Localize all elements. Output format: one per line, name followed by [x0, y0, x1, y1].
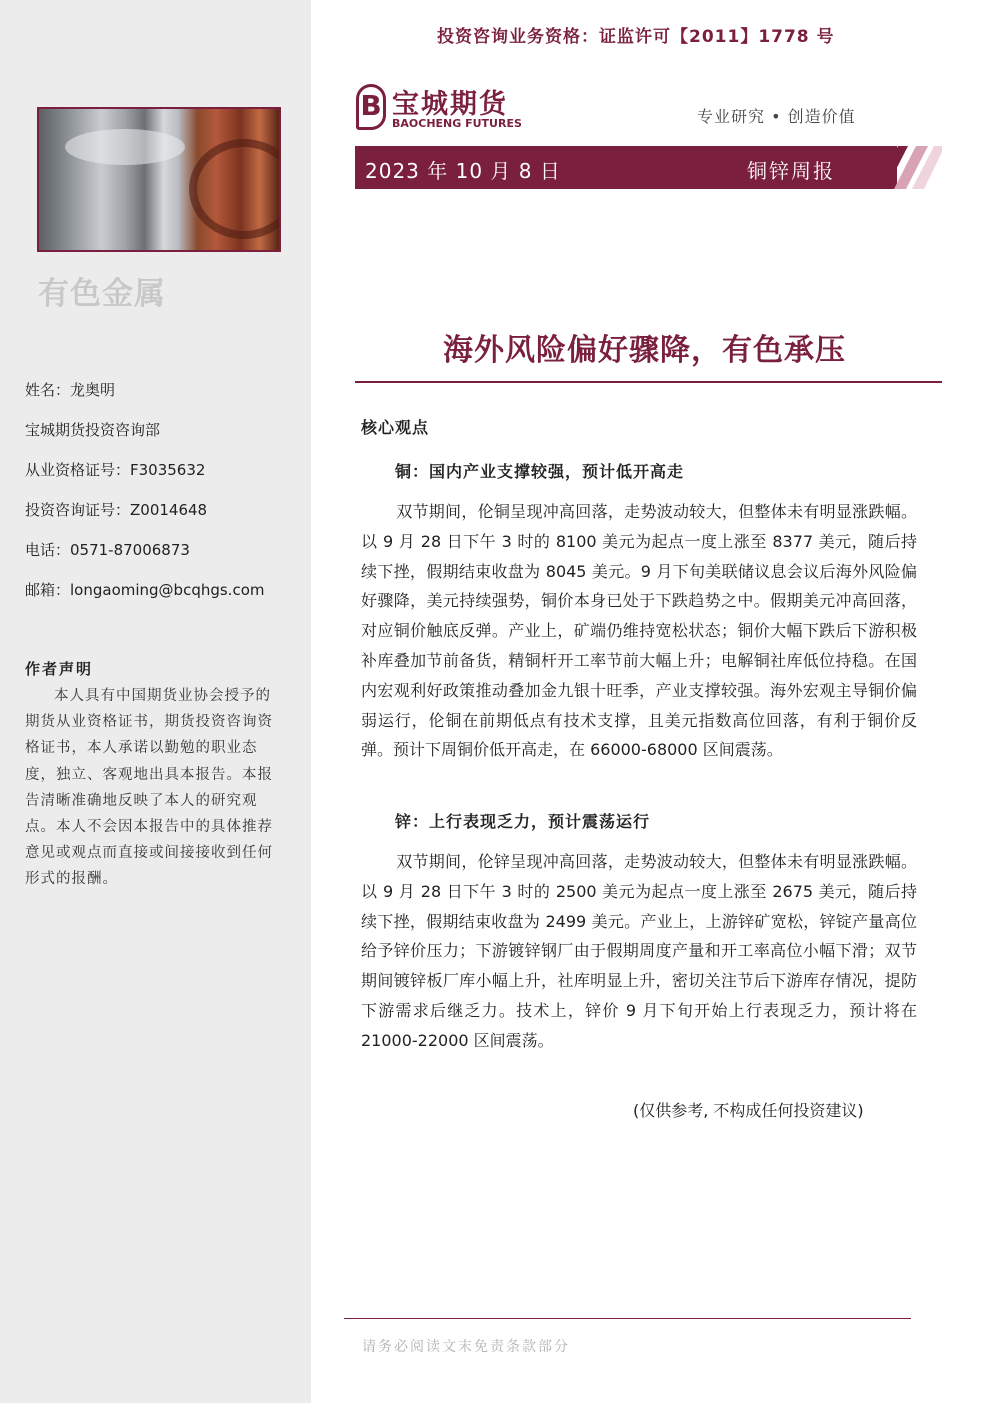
qualification-number: 从业资格证号：F3035632 [25, 461, 206, 479]
logo-cn-text: 宝城期货 [392, 89, 508, 120]
author-statement: 本人具有中国期货业协会授予的期货从业资格证书，期货投资咨询资格证书，本人承诺以勤勉的职业态度，独立、客观地出具本报告。本报告清晰准确地反映了本人的研究观点。本人不会因本报告中的具体推荐意见或观点而直接或间接接收到任何形式的报酬。 [25, 688, 273, 888]
author-name: 姓名：龙奥明 [25, 381, 116, 399]
metal-rod-shape [65, 129, 185, 165]
title-divider [355, 381, 942, 383]
zinc-heading: 锌：上行表现乏力，预计震荡运行 [395, 812, 651, 831]
consulting-number: 投资咨询证号：Z0014648 [25, 501, 208, 519]
company-logo [356, 84, 526, 132]
department: 宝城期货投资咨询部 [25, 421, 161, 439]
slogan: 专业研究 • 创造价值 [697, 107, 856, 126]
sidebar [0, 0, 311, 1403]
cover-image [37, 107, 281, 252]
banner-stripes [860, 146, 942, 189]
logo-en-text: BAOCHENG FUTURES [392, 117, 522, 130]
license-line: 投资咨询业务资格：证监许可【2011】1778 号 [437, 27, 835, 47]
copper-paragraph: 双节期间，伦铜呈现冲高回落，走势波动较大，但整体未有明显涨跌幅。以 9 月 28 日下午 3 时的 8100 美元为起点一度上涨至 8377 美元，随后持续下挫，假期结束收盘为 8045 美元。9 月下旬美联储议息会议后海外风险偏好骤降，美元持续强势，铜价本身已处于下跌趋势之中。假期美元冲高回落，对应铜价触底反弹。产业上，矿端仍维持宽松状态；铜价大幅下跌后下游积极补库叠加节前备货，精铜杆开工率节前大幅上升；电解铜社库低位持稳。在国内宏观利好政策推动叠加金九银十旺季，产业支撑较强。海外宏观主导铜价偏弱运行，伦铜在前期低点有技术支撑，且美元指数高位回落，有利于铜价反弹。预计下周铜价低开高走，在 66000-68000 区间震荡。 [361, 502, 917, 760]
zinc-paragraph: 双节期间，伦锌呈现冲高回落，走势波动较大，但整体未有明显涨跌幅。以 9 月 28 日下午 3 时的 2500 美元为起点一度上涨至 2675 美元，随后持续下挫，假期结束收盘为 2499 美元。产业上，上游锌矿宽松，锌锭产量高位给予锌价压力；下游镀锌钢厂由于假期周度产量和开工率高位小幅下滑；双节期间镀锌板厂库小幅上升，社库明显上升，密切关注节后下游库存情况，提防下游需求后继乏力。技术上，锌价 9 月下旬开始上行表现乏力，预计将在 21000-22000 区间震荡。 [361, 852, 917, 1050]
section-heading: 核心观点 [361, 418, 430, 437]
phone: 电话：0571-87006873 [25, 541, 190, 559]
copper-heading: 铜：国内产业支撑较强，预计低开高走 [395, 462, 685, 481]
report-date: 2023 年 10 月 8 日 [365, 159, 561, 183]
disclaimer: (仅供参考, 不构成任何投资建议) [633, 1101, 864, 1120]
report-type: 铜锌周报 [747, 159, 835, 183]
author-statement-title: 作者声明 [25, 660, 94, 678]
email: 邮箱：longaoming@bcqhgs.com [25, 581, 265, 599]
document-title: 海外风险偏好骤降，有色承压 [443, 333, 846, 368]
copper-coil-shape [189, 139, 281, 239]
date-banner [355, 146, 897, 189]
footer-divider [344, 1318, 911, 1319]
category-label: 有色金属 [38, 276, 166, 312]
logo-mark: B [356, 84, 386, 130]
footer-note: 请务必阅读文末免责条款部分 [362, 1339, 570, 1355]
